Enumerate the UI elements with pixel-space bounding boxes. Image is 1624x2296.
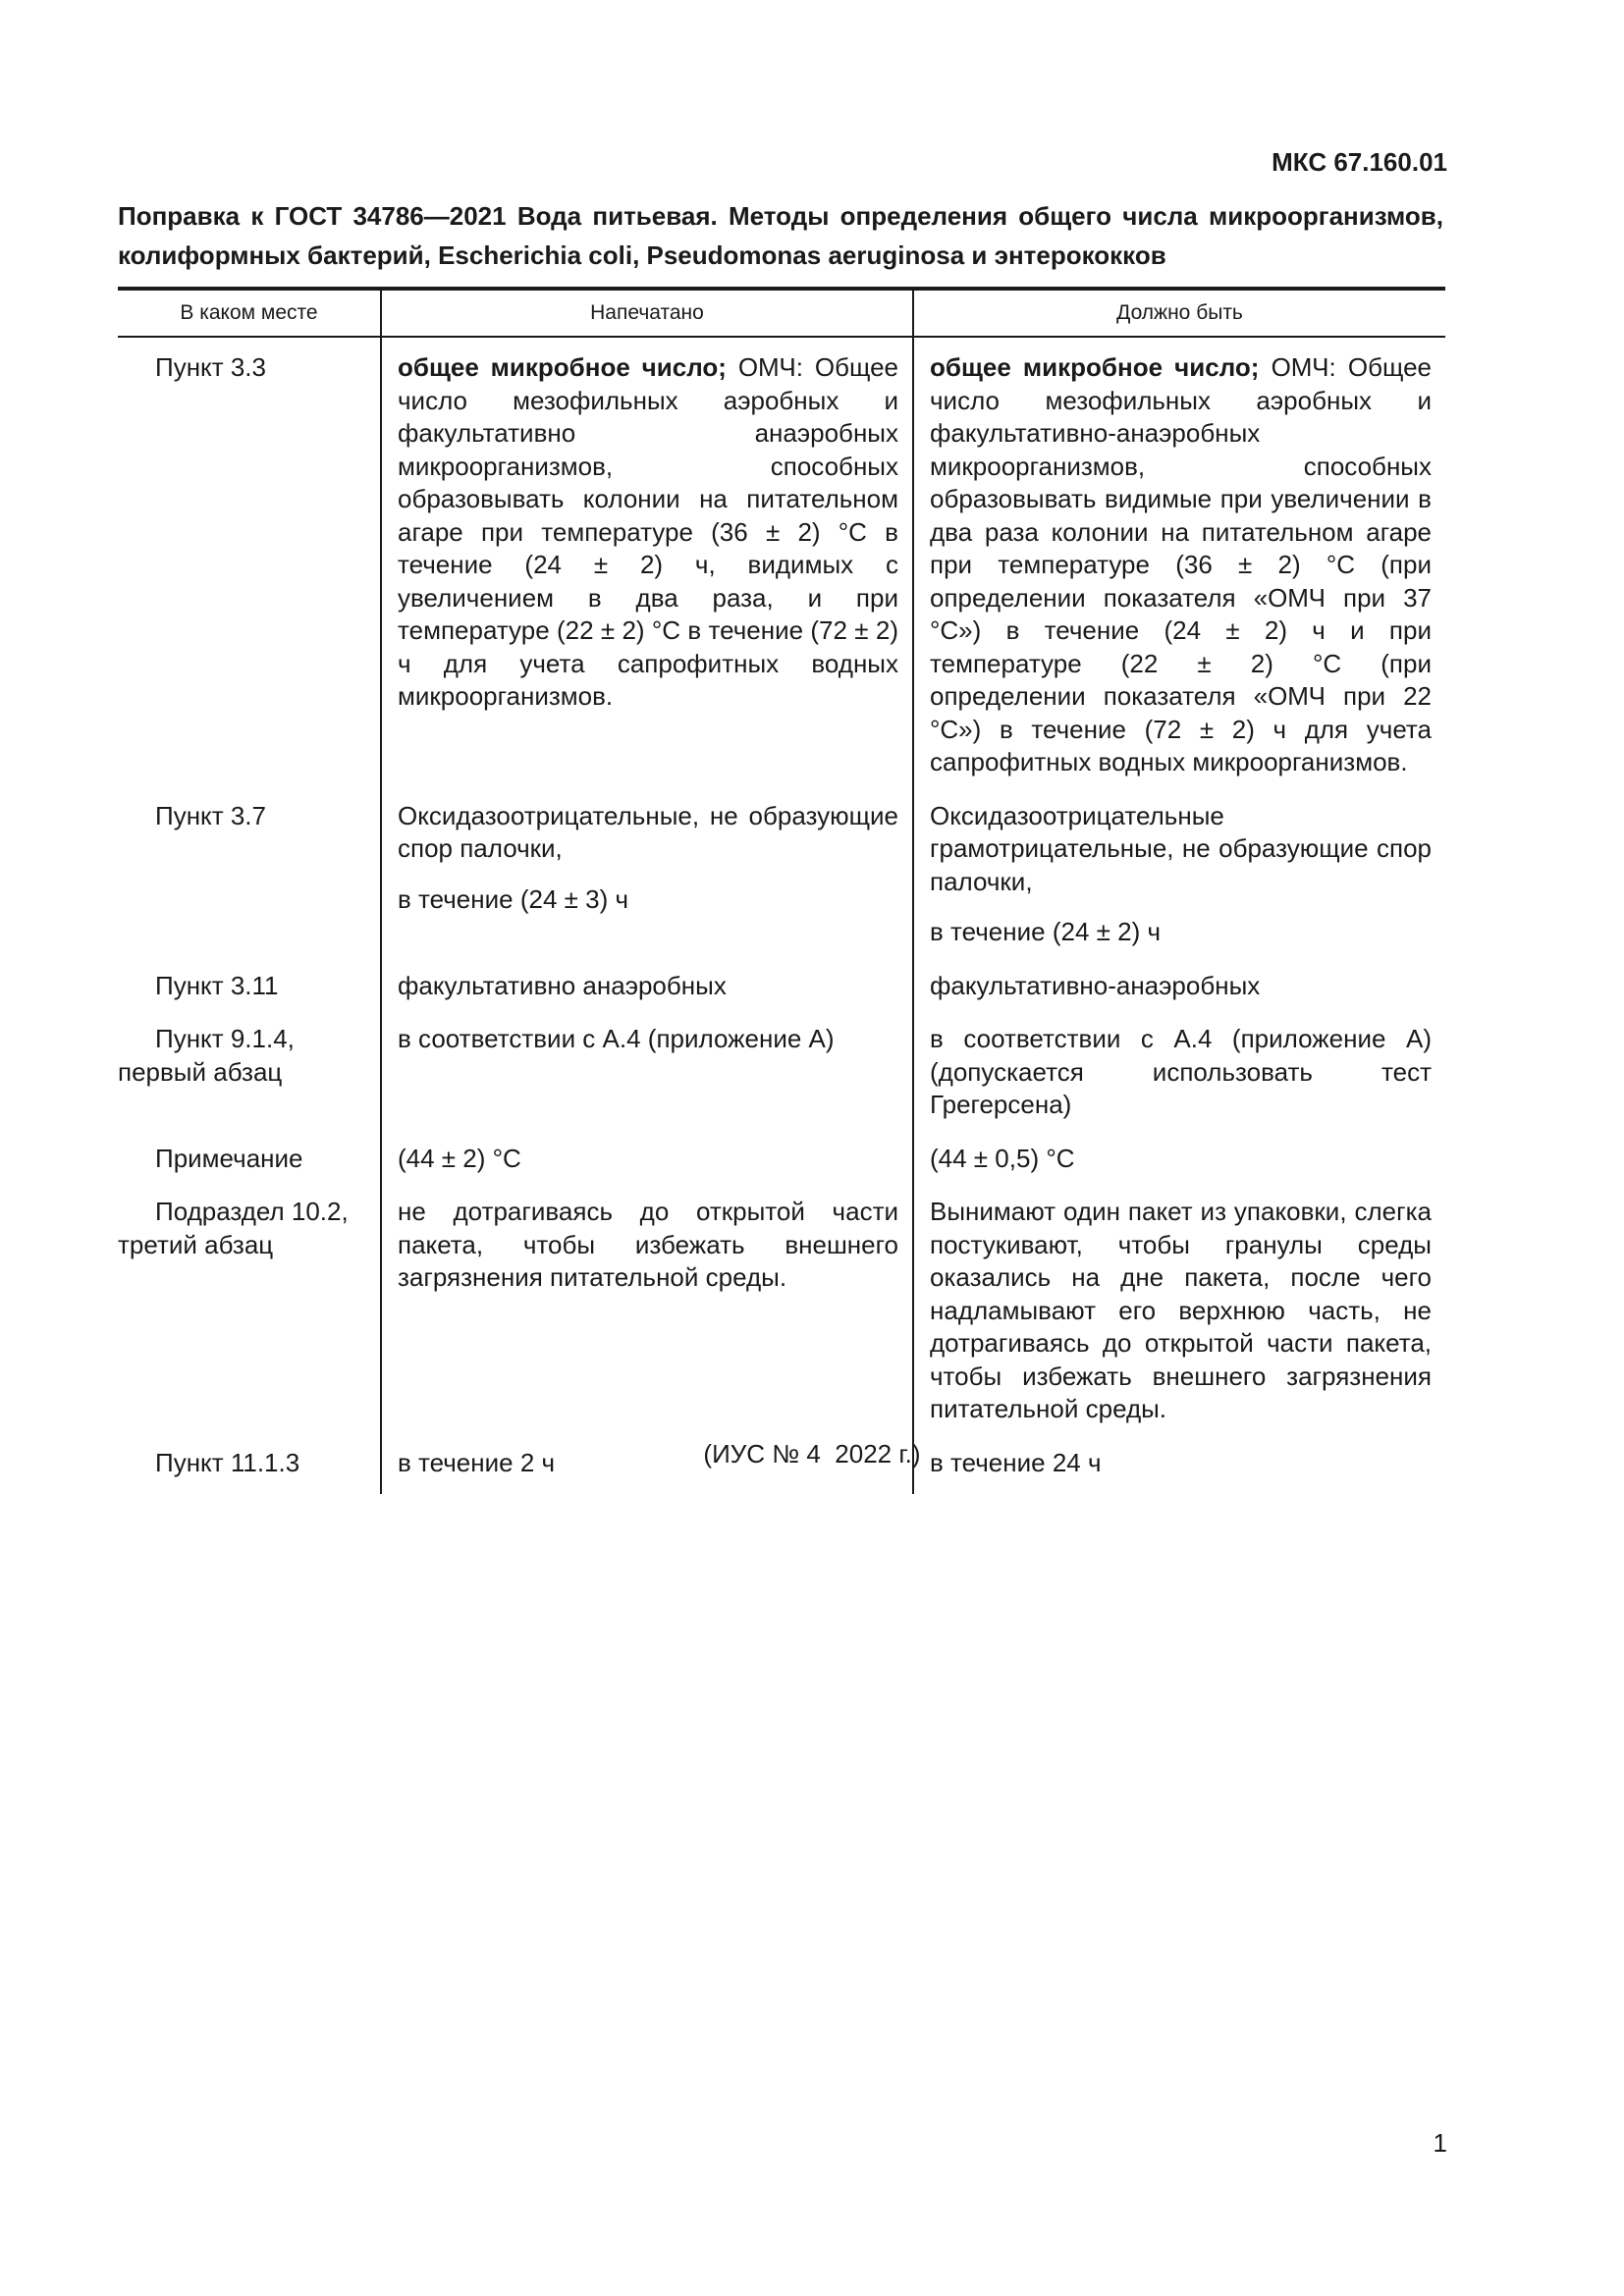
correct-cell: (44 ± 0,5) °С [913, 1137, 1445, 1191]
correct-text: Оксидазоотрицательные грамотрицательные, не образующие спор палочки, [930, 800, 1432, 896]
location-cell: Пункт 9.1.4, первый абзац [118, 1024, 295, 1087]
correct-cell: Вынимают один пакет из упаковки, слегка постукивают, чтобы гранулы среды оказались на дне пакета, после чего надламывают его верхнюю часть, не дотрагиваясь до открытой части пакета, чтобы избежать внешнего загрязнения питательной среды. [913, 1190, 1445, 1441]
correct-cell: в соответствии с А.4 (приложение А) (допускается использовать тест Грегерсена) [913, 1017, 1445, 1137]
printed-cell: не дотрагиваясь до открытой части пакета, чтобы избежать внешнего загрязнения питательной среды. [381, 1190, 913, 1441]
term-bold: общее микробное число; [398, 352, 727, 382]
location-cell: Подраздел 10.2, третий абзац [118, 1197, 349, 1259]
printed-text: Оксидазоотрицательные, не образующие спор палочки, [398, 800, 898, 863]
location-cell: Пункт 3.11 [155, 970, 279, 1000]
table-row [118, 1190, 1445, 1441]
table-row [118, 337, 1445, 794]
correct-text: в течение (24 ± 2) ч [930, 917, 1162, 946]
document-title: Поправка к ГОСТ 34786—2021 Вода питьевая. Методы определения общего числа микроорганизмов, колиформных бактерий, Escherichia coli, Pseudomonas aeruginosa и энтерококков [118, 201, 1443, 270]
location-cell: Примечание [155, 1143, 303, 1173]
location-cell: Пункт 3.3 [155, 352, 266, 382]
printed-cell: факультативно анаэробных [381, 964, 913, 1018]
printed-text: в течение (24 ± 3) ч [398, 883, 629, 914]
correct-cell: факультативно-анаэробных [913, 964, 1445, 1018]
printed-cell: в соответствии с А.4 (приложение А) [381, 1017, 913, 1137]
column-header-printed: Напечатано [381, 289, 913, 337]
location-cell: Пункт 3.7 [155, 800, 266, 830]
column-header-location: В каком месте [118, 289, 381, 337]
table-row [118, 964, 1445, 1018]
printed-cell [381, 337, 913, 794]
printed-cell: в течение 2 ч [381, 1441, 913, 1495]
ius-reference: (ИУС № 4 2022 г.) [703, 1439, 921, 1468]
location-cell: Пункт 11.1.3 [155, 1447, 300, 1477]
definition-text: ОМЧ: Общее число мезофильных аэробных и факультативно-анаэробных микроорганизмов, способных образовывать видимые при увеличении в два раза колонии на питательном агаре при температуре (36 ± 2) °С (при определении показателя «ОМЧ при 37 °С») в течение (24 ± 2) ч и при температуре (22 ± 2) °С (при определении показателя «ОМЧ при 22 °С») в течение (72 ± 2) ч для учета сапрофитных водных микроорганизмов. [930, 352, 1432, 776]
correct-cell [913, 337, 1445, 794]
page-number: 1 [1433, 2128, 1447, 2158]
definition-text: ОМЧ: Общее число мезофильных аэробных и факультативно анаэробных микроорганизмов, способных образовывать колонии на питательном агаре при температуре (36 ± 2) °С в течение (24 ± 2) ч, видимых с увеличением в два раза, и при температуре (22 ± 2) °С в течение (72 ± 2) ч для учета сапрофитных водных микроорганизмов. [398, 352, 898, 711]
table-row [118, 794, 1445, 964]
correction-table [118, 287, 1445, 1494]
printed-cell: (44 ± 2) °С [381, 1137, 913, 1191]
term-bold: общее микробное число; [930, 352, 1260, 382]
correct-cell: в течение 24 ч [913, 1441, 1445, 1495]
table-header-row [118, 289, 1445, 337]
printed-cell [381, 794, 913, 964]
correct-cell [913, 794, 1445, 964]
column-header-correct: Должно быть [913, 289, 1445, 337]
table-row [118, 1137, 1445, 1191]
table-row [118, 1017, 1445, 1137]
mks-code: МКС 67.160.01 [1272, 147, 1447, 177]
